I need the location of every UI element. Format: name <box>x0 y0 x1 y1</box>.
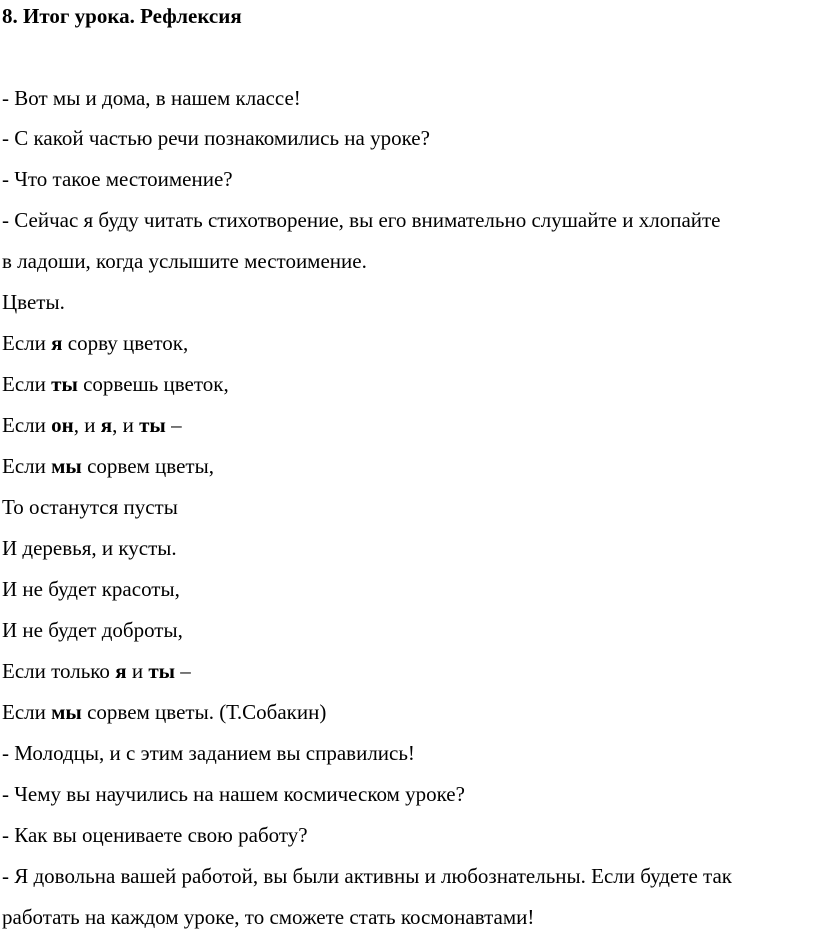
poem-line: Если мы сорвем цветы, <box>2 454 214 478</box>
poem-line: И не будет красоты, <box>2 577 180 601</box>
poem-title: Цветы. <box>2 290 65 314</box>
dialog-line: работать на каждом уроке, то сможете стать космонавтами! <box>2 905 535 929</box>
poem-line: Если только я и ты – <box>2 659 191 683</box>
dialog-line: - Что такое местоимение? <box>2 167 233 191</box>
poem-line: И деревья, и кусты. <box>2 536 177 560</box>
dialog-line: - Сейчас я буду читать стихотворение, вы его внимательно слушайте и хлопайте <box>2 208 721 232</box>
dialog-line: - Я довольна вашей работой, вы были активны и любознательны. Если будете так <box>2 864 733 888</box>
pronoun: ты <box>148 659 176 683</box>
pronoun: ты <box>51 372 78 396</box>
dialog-line: - Чему вы научились на нашем космическом уроке? <box>2 782 465 806</box>
poem-line: Если мы сорвем цветы. (Т.Собакин) <box>2 700 327 724</box>
pronoun: мы <box>51 454 82 478</box>
pronoun: мы <box>51 700 82 724</box>
dialog-line: - Вот мы и дома, в нашем классе! <box>2 86 301 110</box>
poem-line: Если ты сорвешь цветок, <box>2 372 229 396</box>
pronoun: он <box>51 413 74 437</box>
pronoun: ты <box>139 413 166 437</box>
dialog-line: - Как вы оцениваете свою работу? <box>2 823 308 847</box>
dialog-line: - Молодцы, и с этим заданием вы справились! <box>2 741 415 765</box>
pronoun: я <box>115 659 127 683</box>
section-heading: 8. Итог урока. Рефлексия <box>2 4 242 28</box>
pronoun: я <box>51 331 63 355</box>
dialog-line: в ладоши, когда услышите местоимение. <box>2 249 367 273</box>
poem-line: То останутся пусты <box>2 495 178 519</box>
dialog-line: - С какой частью речи познакомились на уроке? <box>2 126 430 150</box>
poem-line: Если он, и я, и ты – <box>2 413 182 437</box>
poem-line: И не будет доброты, <box>2 618 183 642</box>
pronoun: я <box>100 413 113 437</box>
poem-line: Если я сорву цветок, <box>2 331 189 355</box>
